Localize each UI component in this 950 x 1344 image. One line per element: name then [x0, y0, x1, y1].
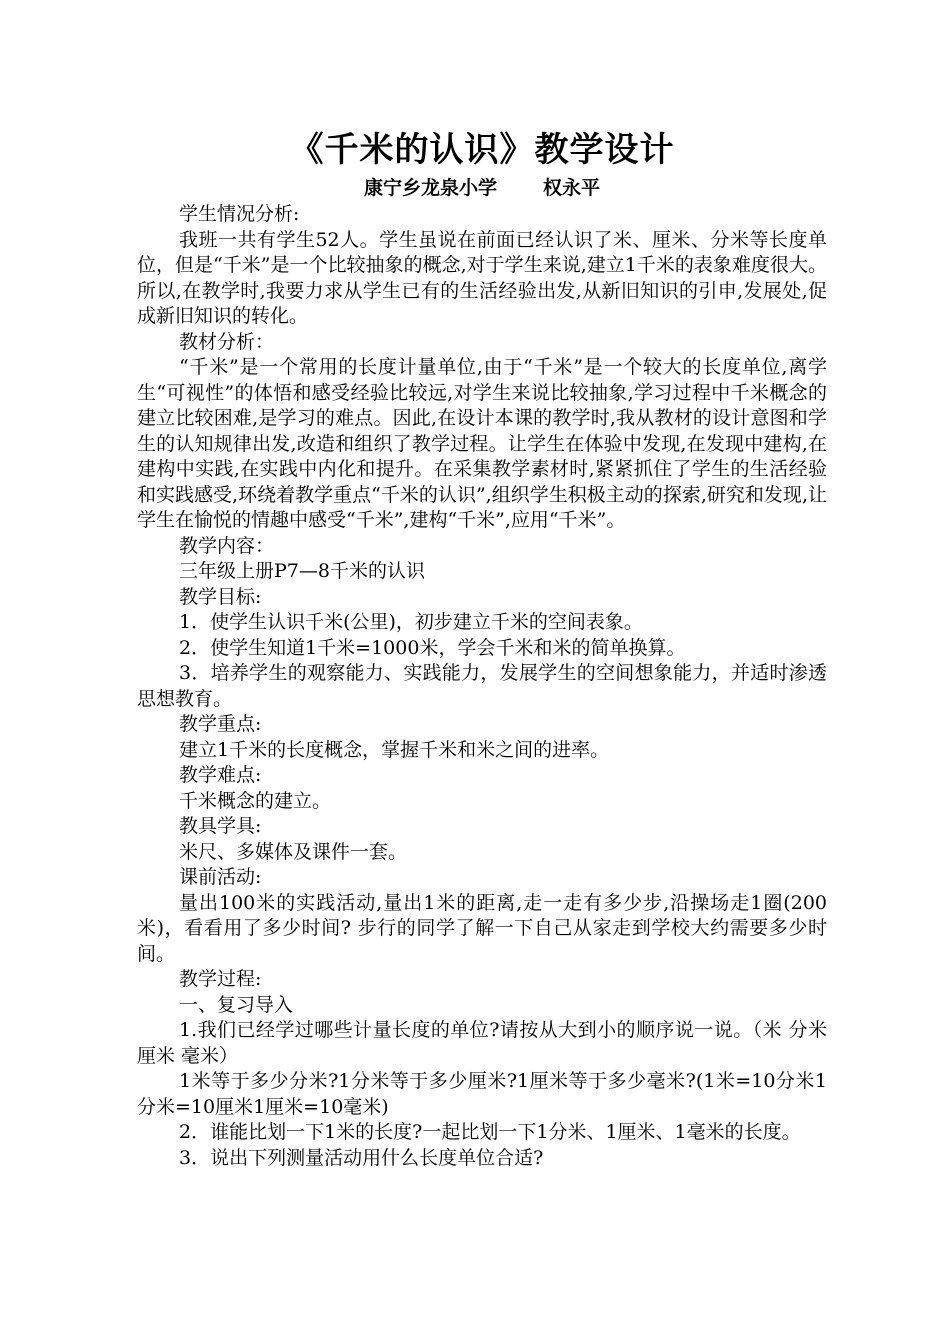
paragraph-student-analysis: 我班一共有学生52人。学生虽说在前面已经认识了米、厘米、分米等长度单位，但是“千米”是一个比较抽象的概念,对于学生来说,建立1千米的表象难度很大。所以,在教学时,我要力求从学生已有的生活经验出发,从新旧知识的引申,发展处,促成新旧知识的转化。 — [137, 228, 827, 327]
author-name: 权永平 — [543, 177, 601, 199]
school-name: 康宁乡龙泉小学 — [363, 177, 497, 199]
paragraph-teaching-content: 三年级上册P7—8千米的认识 — [179, 560, 425, 582]
subheading-review-intro: 一、复习导入 — [179, 993, 294, 1016]
paragraph-pre-class-activity: 量出100米的实践活动,量出1米的距离,走一走有多少步,沿操场走1圈(200米)，看看用了多少时间? 步行的同学了解一下自己从家走到学校大约需要多少时间。 — [137, 891, 827, 965]
document-page — [137, 128, 827, 1171]
byline — [137, 174, 827, 202]
process-item-1: 1.我们已经学过哪些计量长度的单位?请按从大到小的顺序说一说。（米 分米 厘米 毫米） — [137, 1019, 827, 1067]
heading-teaching-process: 教学过程: — [179, 968, 262, 990]
paragraph-key-point: 建立1千米的长度概念，掌握千米和米之间的进率。 — [179, 738, 610, 761]
goal-item-2: 2．使学生知道1千米=1000米，学会千米和米的简单换算。 — [179, 636, 686, 659]
heading-teaching-tools: 教具学具: — [179, 815, 262, 837]
process-item-1-followup: 1米等于多少分米?1分米等于多少厘米?1厘米等于多少毫米?(1米=10分米1分米=10厘米1厘米=10毫米) — [137, 1070, 827, 1118]
document-title: 《千米的认识》教学设计 — [289, 130, 675, 170]
paragraph-teaching-tools: 米尺、多媒体及课件一套。 — [179, 840, 408, 863]
heading-material-analysis: 教材分析： — [179, 330, 275, 353]
heading-teaching-goals: 教学目标: — [179, 585, 262, 608]
heading-difficulty: 教学难点: — [179, 764, 262, 786]
heading-key-point: 教学重点: — [179, 713, 262, 735]
paragraph-difficulty: 千米概念的建立。 — [179, 789, 332, 812]
process-item-3: 3．说出下列测量活动用什么长度单位合适? — [179, 1146, 544, 1169]
document-body — [137, 202, 827, 1171]
paragraph-material-analysis: “千米”是一个常用的长度计量单位,由于“千米”是一个较大的长度单位,离学生“可视性”的体悟和感受经验比较远,对学生来说比较抽象,学习过程中千米概念的建立比较困难,是学习的难点。因此,在设计本课的教学时,我从教材的设计意图和学生的认知规律出发,改造和组织了教学过程。让学生在体验中发现,在发现中建构,在建构中实践,在实践中内化和提升。在采集教学素材时,紧紧抓住了学生的生活经验和实践感受,环绕着教学重点“千米的认识”,组织学生积极主动的探索,研究和发现,让学生在愉悦的情趣中感受“千米”,建构“千米”,应用“千米”。 — [137, 356, 827, 531]
goal-item-1: 1．使学生认识千米(公里)，初步建立千米的空间表象。 — [179, 611, 643, 633]
heading-student-analysis: 学生情况分析: — [179, 203, 300, 225]
heading-pre-class-activity: 课前活动: — [179, 866, 262, 888]
process-item-2: 2．谁能比划一下1米的长度?一起比划一下1分米、1厘米、1毫米的长度。 — [179, 1121, 801, 1143]
heading-teaching-content: 教学内容： — [179, 534, 275, 557]
goal-item-3: 3．培养学生的观察能力、实践能力，发展学生的空间想象能力，并适时渗透思想教育。 — [137, 662, 827, 710]
